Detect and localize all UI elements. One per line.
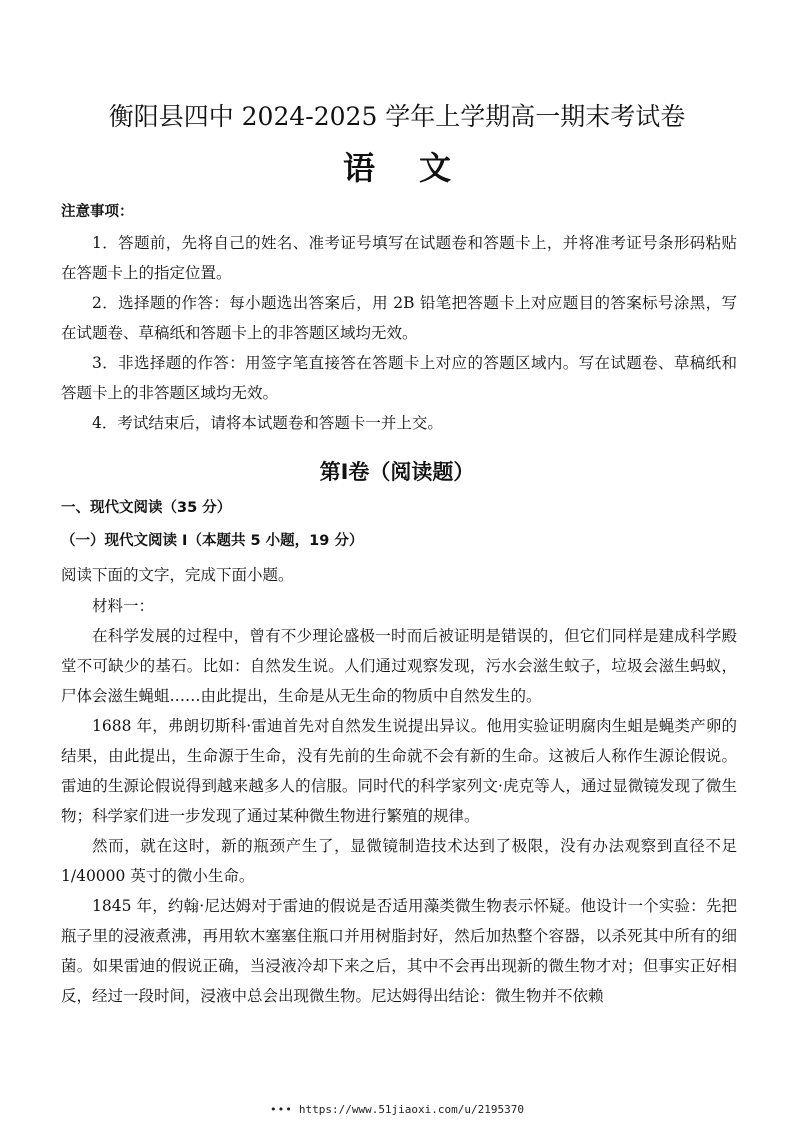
passage-paragraph: 在科学发展的过程中，曾有不少理论盛极一时而后被证明是错误的，但它们同样是建成科学殿堂不可缺少的基石。比如：自然发生说。人们通过观察发现，污水会滋生蚊子，垃圾会滋生蚂蚁，尸体会滋生蝇蛆……由此提出，生命是从无生命的物质中自然发生的。 [61,627,737,705]
subject-char-1: 语 [342,149,375,187]
material-label: 材料一： [92,597,155,615]
notice-item: 2．选择题的作答：每小题选出答案后，用 2B 铅笔把答题卡上对应题目的答案标号涂黑，写在试题卷、草稿纸和答题卡上的非答题区域均无效。 [61,294,737,342]
subject-title [0,147,794,189]
section-title: 第Ⅰ卷（阅读题） [319,460,475,484]
notice-list [61,228,737,438]
footer-url[interactable]: https://www.51jiaoxi.com/u/2195370 [298,1103,525,1116]
passage-paragraph: 1688 年，弗朗切斯科·雷迪首先对自然发生说提出异议。他用实验证明腐肉生蛆是蝇类产卵的结果，由此提出，生命源于生命，没有先前的生命就不会有新的生命。这被后人称作生源论假说。雷迪的生源论假说得到越来越多人的信服。同时代的科学家列文·虎克等人，通过显微镜发现了微生物；科学家们进一步发现了通过某种微生物进行繁殖的规律。 [61,717,737,825]
notice-heading: 注意事项： [61,204,134,220]
subject-char-2: 文 [419,149,452,187]
passage-paragraph: 然而，就在这时，新的瓶颈产生了，显微镜制造技术达到了极限，没有办法观察到直径不足 1/40000 英寸的微小生命。 [61,837,737,885]
subpart-heading: （一）现代文阅读 I（本题共 5 小题，19 分） [61,533,364,549]
exam-title: 衡阳县四中 2024-2025 学年上学期高一期末考试卷 [108,102,686,131]
notice-item: 1．答题前，先将自己的姓名、准考证号填写在试题卷和答题卡上，并将准考证号条形码粘贴在答题卡上的指定位置。 [61,234,737,282]
part-heading: 一、现代文阅读（35 分） [61,500,232,516]
passage-paragraph: 1845 年，约翰·尼达姆对于雷迪的假说是否适用藻类微生物表示怀疑。他设计一个实验：先把瓶子里的浸液煮沸，再用软木塞塞住瓶口并用树脂封好，然后加热整个容器，以杀死其中所有的细菌。如果雷迪的假说正确，当浸液冷却下来之后，其中不会再出现新的微生物才对；但事实正好相反，经过一段时间，浸液中总会出现微生物。尼达姆得出结论：微生物并不依赖 [61,897,737,1005]
reading-passage [61,591,737,1011]
notice-item: 4．考试结束后，请将本试题卷和答题卡一并上交。 [92,414,443,432]
page-footer [0,1103,794,1117]
footer-dots: ••• [269,1103,293,1116]
reading-instruction: 阅读下面的文字，完成下面小题。 [61,566,294,584]
notice-item: 3．非选择题的作答：用签字笔直接答在答题卡上对应的答题区域内。写在试题卷、草稿纸和答题卡上的非答题区域均无效。 [61,354,737,402]
